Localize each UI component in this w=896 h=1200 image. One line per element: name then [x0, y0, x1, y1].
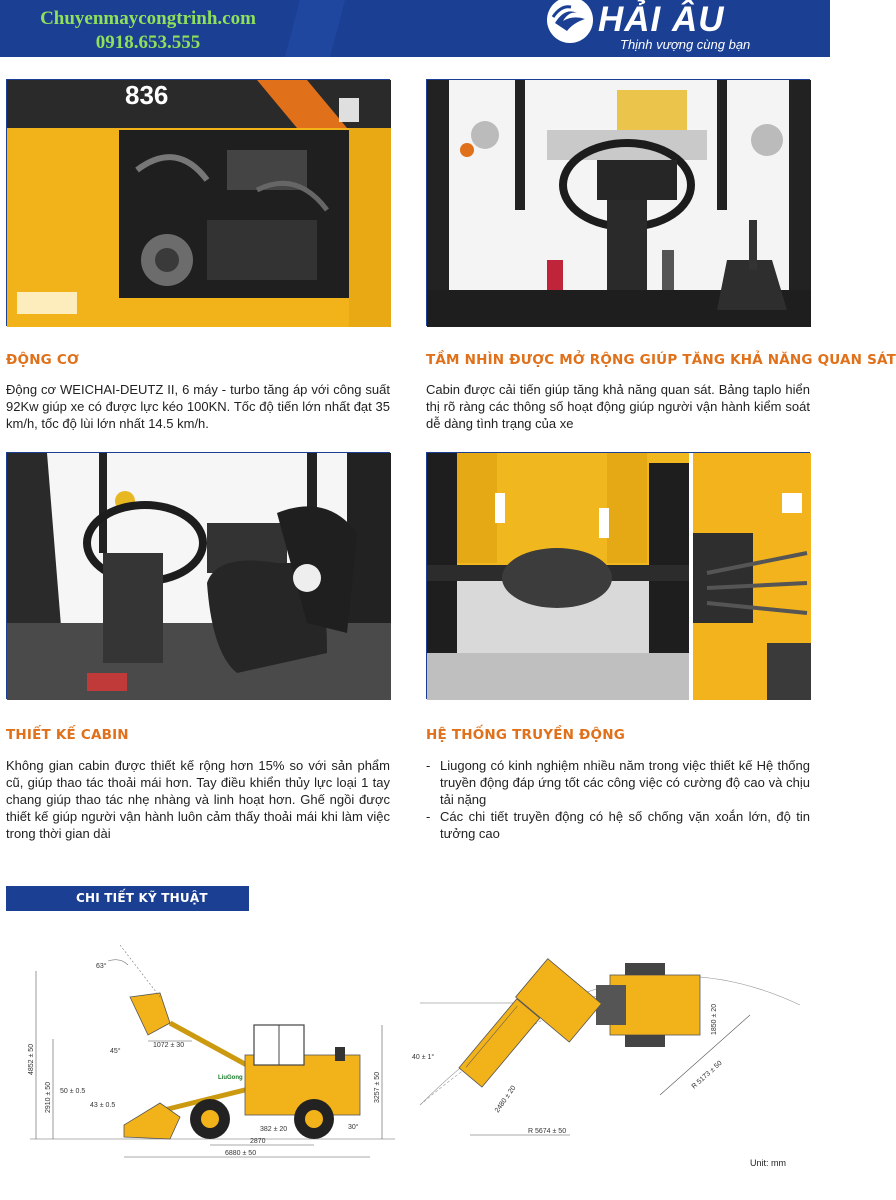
cabin-interior-photo [6, 452, 390, 699]
brand-slogan: Thịnh vượng cùng bạn [620, 37, 751, 52]
cabin-description: Không gian cabin được thiết kế rộng hơn 15% so với sản phẩm cũ, giúp thao tác thoải mái hơn. Tay điều khiển thủy lực loại 1 tay chang giúp thao tác nhẹ nhàng và linh hoạt hơn. Ghế ngồi được thiết kế giúp người vận hành luôn cảm thấy thoải mái khi làm việc trong thời gian dài [6, 758, 390, 841]
hinge-height-label: 2910 ± 50 [45, 1081, 52, 1113]
machine-brand-label: LiuGong [218, 1075, 243, 1081]
specs-banner: CHI TIẾT KỸ THUẬT [6, 886, 249, 911]
top-view-turning-diagram [410, 955, 810, 1155]
cab-visibility-photo [426, 79, 810, 326]
articulation-angle-label: 40 ± 1° [412, 1054, 435, 1061]
carry-angle-label: 50 ± 0.5 [60, 1088, 86, 1095]
tilt-angle-label: 45° [110, 1048, 121, 1055]
drivetrain-list [426, 757, 810, 842]
departure-angle-label: 30° [348, 1124, 359, 1131]
machine-model-number: 836 [125, 80, 169, 110]
overall-length-label: 6880 ± 50 [225, 1150, 257, 1157]
side-view-dimension-diagram [20, 935, 400, 1170]
brand-name: HẢI ÂU [598, 0, 725, 39]
track-width-label: 1850 ± 20 [711, 1003, 718, 1035]
bucket-width-label: 2480 ± 20 [493, 1084, 518, 1115]
seagull-logo-icon [547, 0, 593, 43]
engine-title: ĐỘNG CƠ [6, 352, 79, 368]
rollback-angle-label: 43 ± 0.5 [90, 1102, 116, 1109]
brand-logo [540, 0, 830, 57]
visibility-description: Cabin được cải tiến giúp tăng khả năng quan sát. Bảng taplo hiển thị rõ ràng các thông số hoạt động giúp người vận hành kiểm soát dễ dàng tình trạng của xe [426, 382, 810, 431]
unit-note: Unit: mm [750, 1158, 786, 1168]
drivetrain-item-1: - Liugong có kinh nghiệm nhiều năm trong việc thiết kế Hệ thống truyền động đáp ứng tốt các công việc có cường độ cao và chịu tải nặng [426, 757, 810, 808]
cab-height-label: 3257 ± 50 [374, 1071, 381, 1103]
drivetrain-title: HỆ THỐNG TRUYỀN ĐỘNG [426, 727, 626, 743]
drivetrain-photo [426, 452, 810, 699]
cabin-title: THIẾT KẾ CABIN [6, 727, 129, 743]
site-name: Chuyenmaycongtrinh.com [40, 8, 256, 29]
clearance-label: 382 ± 20 [260, 1126, 288, 1133]
engine-photo [6, 79, 390, 326]
outer-turn-radius-label: R 5674 ± 50 [528, 1128, 567, 1135]
visibility-title: TẦM NHÌN ĐƯỢC MỞ RỘNG GIÚP TĂNG KHẢ NĂNG QUAN SÁT [426, 352, 896, 368]
wheelbase-label: 2870 [250, 1138, 266, 1145]
dump-angle-label: 63° [96, 963, 107, 970]
max-height-label: 4852 ± 50 [28, 1043, 35, 1075]
page-header [0, 0, 830, 57]
phone-number: 0918.653.555 [95, 32, 201, 53]
inner-turn-radius-label: R 5173 ± 50 [690, 1059, 724, 1091]
reach-label: 1072 ± 30 [153, 1042, 185, 1049]
engine-description: Động cơ WEICHAI-DEUTZ II, 6 máy - turbo tăng áp với công suất 92Kw giúp xe có được lực kéo 100KN. Tốc độ tiến lớn nhất đạt 35 km/h, tốc độ lùi lớn nhất 14.5 km/h. [6, 382, 390, 431]
drivetrain-item-2: - Các chi tiết truyền động có hệ số chống vặn xoắn lớn, độ tin tưởng cao [426, 808, 810, 842]
